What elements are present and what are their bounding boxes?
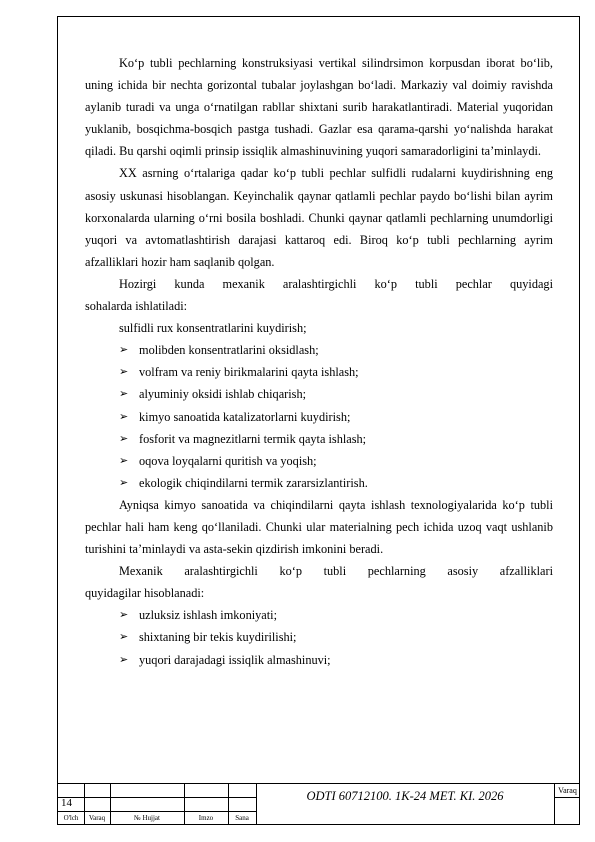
- list-item: ➢ fosforit va magnezitlarni termik qayta ishlash;: [85, 428, 553, 450]
- arrow-bullet-icon: ➢: [119, 365, 129, 379]
- list-item: ➢ yuqori darajadagi issiqlik almashinuvi;: [85, 649, 553, 671]
- list-item: ➢ uzluksiz ishlash imkoniyati;: [85, 604, 553, 626]
- arrow-bullet-icon: ➢: [119, 343, 129, 357]
- usage-first-item: sulfidli rux konsentratlarini kuydirish;: [119, 321, 307, 336]
- paragraph-history: XX asrning o‘rtalariga qadar ko‘p tubli pechlar sulfidli rudalarni kuydirishning eng asosiy uskunasi hisoblangan. Keyinchalik qaynar qatlamli pechlar paydo bo‘lishi bilan ayrim korxonalarda ularning o‘rni bosila boshladi. Chunki qaynar qatlamli pechlarning unumdorligi yuqori va avtomatlashtirish darajasi kattaroq edi. Biroq ko‘p tubli pechlarning ayrim afzalliklari hozir ham saqlanib qolgan.: [85, 166, 553, 269]
- title-block-top-line: [57, 783, 580, 784]
- paragraph-construction: Ko‘p tubli pechlarning konstruksiyasi vertikal silindrsimon korpusdan iborat bo‘lib, uning ichida bir nechta gorizontal tubalar joylashgan bo‘ladi. Markaziy val doimiy ravishda aylanib turadi va unga o‘rnatilgan rabllar shixtani surib harakatlantiradi. Material yuqoridan yuklanib, bosqichma-bosqich pastga tushadi. Gazlar esa qarama-qarshi yo‘nalishda harakat qiladi. Bu qarshi oqimli prinsip issiqlik almashinuvining yuqori samaradorligini ta’minlaydi.: [85, 56, 553, 159]
- list-item: ➢ ekologik chiqindilarni termik zararsizlantirish.: [85, 472, 553, 494]
- arrow-bullet-icon: ➢: [119, 652, 129, 666]
- title-block-row-line: [57, 811, 256, 812]
- arrow-bullet-icon: ➢: [119, 608, 129, 622]
- list-item: ➢ alyuminiy oksidi ishlab chiqarish;: [85, 383, 553, 405]
- arrow-bullet-icon: ➢: [119, 453, 129, 467]
- arrow-bullet-icon: ➢: [119, 409, 129, 423]
- col-olch-label: O'lch: [63, 814, 79, 822]
- list-item: ➢ volfram va reniy birikmalarini qayta ishlash;: [85, 361, 553, 383]
- arrow-bullet-icon: ➢: [119, 630, 129, 644]
- list-item: ➢ shixtaning bir tekis kuydirilishi;: [85, 626, 553, 648]
- col-varaq-label: Varaq: [88, 814, 106, 822]
- arrow-bullet-icon: ➢: [119, 475, 129, 489]
- paragraph-chemistry: Ayniqsa kimyo sanoatida va chiqindilarni qayta ishlash texnologiyalarida ko‘p tubli pechlar hali ham keng qo‘llaniladi. Chunki ular materialning pech ichida uzoq vaqt ushlanib turishini ta’minlaydi va asta-sekin qizdirish imkonini beradi.: [85, 497, 553, 557]
- sheet-label: Varaq: [558, 786, 577, 795]
- col-sana-label: Sana: [235, 814, 249, 822]
- list-item: ➢ oqova loyqalarni quritish va yoqish;: [85, 450, 553, 472]
- document-body: [85, 52, 553, 671]
- title-block-row-line: [57, 797, 256, 798]
- paragraph-usage-intro-end: sohalarda ishlatiladi:: [85, 299, 188, 314]
- paragraph-usage-intro-line: Hozirgi kunda mexanik aralashtirgichli ko‘p tubli pechlar quyidagi: [119, 276, 553, 291]
- list-item: ➢ molibden konsentratlarini oksidlash;: [85, 339, 553, 361]
- col-imzo-label: Imzo: [198, 814, 214, 822]
- col-hujjat-label: № Hujjat: [134, 814, 160, 822]
- paragraph-advantages-intro-line: Mexanik aralashtirgichli ko‘p tubli pechlarning asosiy afzalliklari: [119, 564, 553, 579]
- paragraph-advantages-intro-end: quyidagilar hisoblanadi:: [85, 586, 205, 601]
- usage-list: [85, 339, 553, 494]
- arrow-bullet-icon: ➢: [119, 431, 129, 445]
- sheet-box-line: [555, 797, 580, 798]
- document-code: ODTI 60712100. 1K-24 MET. KI. 2026: [306, 789, 504, 803]
- list-item: ➢ kimyo sanoatida katalizatorlarni kuydirish;: [85, 406, 553, 428]
- page-number: 14: [61, 797, 72, 809]
- advantages-list: [85, 604, 553, 670]
- arrow-bullet-icon: ➢: [119, 387, 129, 401]
